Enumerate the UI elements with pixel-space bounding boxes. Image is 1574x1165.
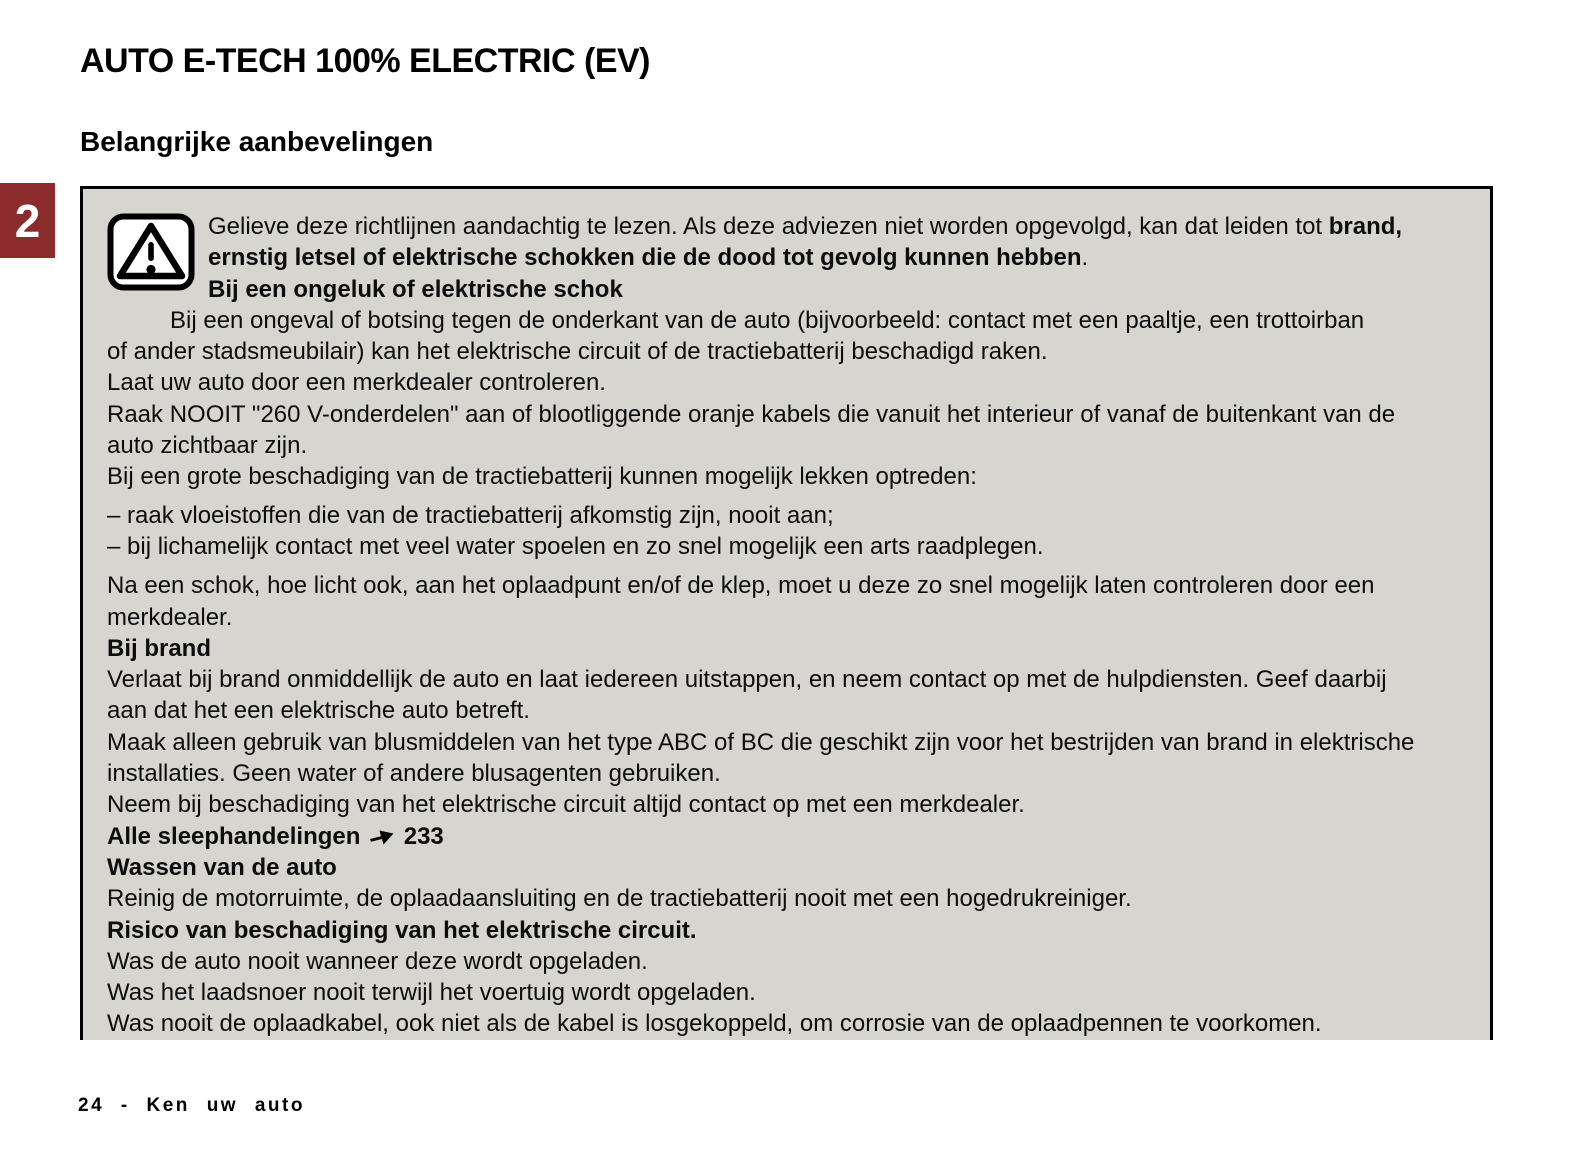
warning-text-run: . [1081,244,1089,272]
warning-line [107,789,1480,820]
warning-text-run: merkdealer. [107,603,233,631]
warning-text-bold: Risico van beschadiging van het elektrische circuit. [107,916,697,944]
warning-text-run: – bij lichamelijk contact met veel water spoelen en zo snel mogelijk een arts raadplegen. [107,532,1044,560]
warning-box [80,186,1493,1040]
warning-text-run: Gelieve deze richtlijnen aandachtig te lezen. Als deze adviezen niet worden opgevolgd, kan dat leiden tot [208,213,1329,240]
warning-line [107,305,1480,336]
section-subtitle: Belangrijke aanbevelingen [80,126,434,157]
warning-line [107,570,1480,601]
warning-text-run: Laat uw auto door een merkdealer controleren. [107,369,606,397]
warning-line [107,977,1480,1008]
warning-text-run: Bij een ongeval of botsing tegen de onderkant van de auto (bijvoorbeeld: contact met een paaltje, een trottoirban [170,306,1365,334]
warning-line [107,461,1480,492]
warning-text-run: Reinig de motorruimte, de oplaadaansluiting en de tractiebatterij nooit met een hogedrukreiniger. [107,885,1132,913]
warning-text [107,211,1480,1040]
warning-text-bold: Bij brand [107,634,212,662]
warning-text-bold: Bij een ongeluk of elektrische schok [208,275,623,303]
warning-text-run: Was de auto nooit wanneer deze wordt opgeladen. [107,947,648,975]
warning-line [107,727,1480,758]
chapter-number-tab [0,183,55,258]
warning-text-run: Was het laadsnoer nooit terwijl het voertuig wordt opgeladen. [107,979,756,1007]
warning-line [107,1008,1480,1039]
page-title: AUTO E-TECH 100% ELECTRIC (EV) [80,42,651,80]
warning-line [107,602,1480,633]
warning-text-bold: brand, [1328,213,1403,240]
warning-text-run: aan dat het een elektrische auto betreft. [107,697,530,725]
warning-line [107,633,1480,664]
warning-line [107,531,1480,562]
chapter-number: 2 [14,194,41,247]
warning-line [107,430,1480,461]
warning-text-bold: 233 [397,822,444,850]
warning-line [107,367,1480,398]
warning-line [107,883,1480,914]
warning-text-bold: Alle sleephandelingen [107,822,368,850]
warning-line [107,852,1480,883]
warning-line [107,758,1480,789]
warning-line [107,336,1480,367]
warning-line [107,274,1480,305]
page-footer: 24 - Ken uw auto [78,1095,305,1116]
warning-line [107,821,1480,852]
warning-line [107,946,1480,977]
warning-text-run: Verlaat bij brand onmiddellijk de auto en laat iedereen uitstappen, en neem contact op met de hulpdiensten. Geef daarbij [107,666,1387,694]
warning-text-bold: ernstig letsel of elektrische schokken die de dood tot gevolg kunnen hebben [208,244,1082,272]
warning-text-run: Na een schok, hoe licht ook, aan het oplaadpunt en/of de klep, moet u deze zo snel mogelijk laten controleren door een [107,572,1375,600]
warning-line [107,500,1480,531]
warning-line [107,211,1480,242]
warning-line [107,664,1480,695]
warning-text-run: Raak NOOIT "260 V-onderdelen" aan of blootliggende oranje kabels die vanuit het interieur of vanaf de buitenkant van de [107,400,1396,428]
warning-text-bold: Wassen van de auto [107,853,337,881]
warning-text-run: Neem bij beschadiging van het elektrische circuit altijd contact op met een merkdealer. [107,791,1025,819]
warning-text-run: of ander stadsmeubilair) kan het elektrische circuit of de tractiebatterij beschadigd raken. [107,338,1048,366]
warning-text-run: installaties. Geen water of andere blusagenten gebruiken. [107,760,721,788]
warning-line [107,242,1480,273]
warning-line [107,695,1480,726]
warning-text-run: – raak vloeistoffen die van de tractiebatterij afkomstig zijn, nooit aan; [107,501,834,529]
warning-text-run: Maak alleen gebruik van blusmiddelen van het type ABC of BC die geschikt zijn voor het bestrijden van brand in elektrische [107,728,1415,756]
warning-text-run: Was nooit de oplaadkabel, ook niet als de kabel is losgekoppeld, om corrosie van de oplaadpennen te voorkomen. [107,1010,1322,1038]
warning-line [107,915,1480,946]
warning-text-run: auto zichtbaar zijn. [107,432,308,460]
warning-text-run: Bij een grote beschadiging van de tractiebatterij kunnen mogelijk lekken optreden: [107,463,977,491]
warning-line [107,399,1480,430]
arrow-right-icon [369,825,395,847]
